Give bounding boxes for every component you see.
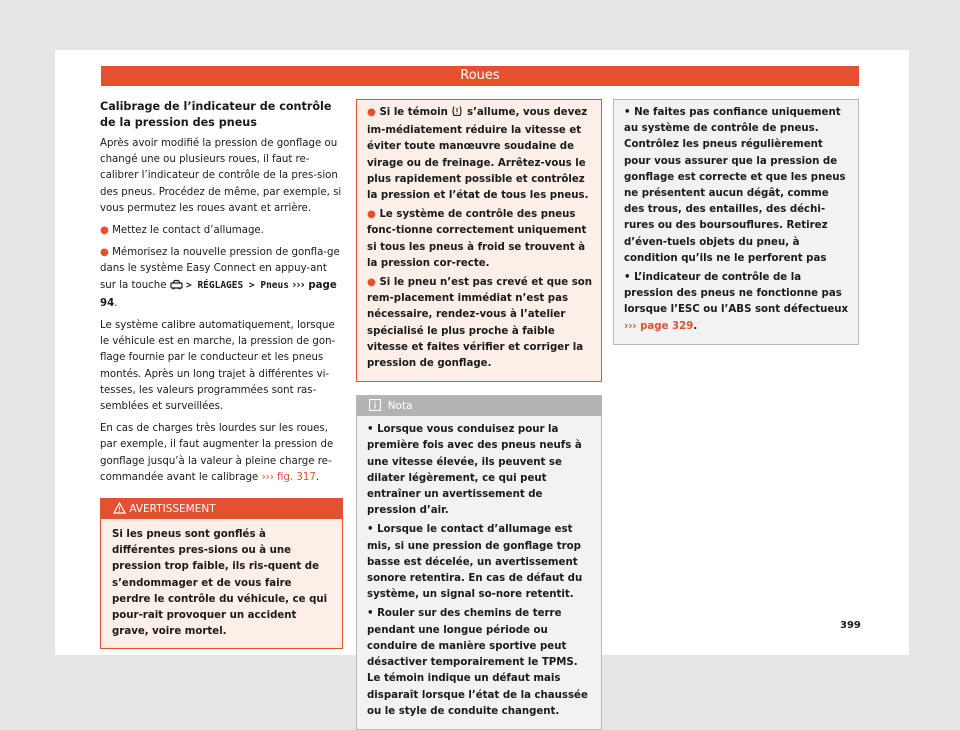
warning-item: ● Le système de contrôle des pneus fonc-tionne correctement uniquement si tous les pneus à froid se trouvent à la pression cor-recte. — [367, 209, 587, 269]
column-left — [100, 99, 343, 649]
bullet-icon: ● — [367, 277, 376, 289]
calibration-paragraph: Le système calibre automatiquement, lorsque le véhicule est en marche, la pression de gon-flage fournie par le conducteur et les pneus montés. Après un long trajet à différentes vi-tesses, les valeurs programmées sont ras-semblées et surveillées. — [100, 320, 336, 413]
section-title: Calibrage de l’indicateur de contrôle de la pression des pneus — [100, 100, 332, 129]
figure-ref-link[interactable]: ››› fig. 317 — [261, 471, 316, 483]
warning-header: AVERTISSEMENT — [101, 499, 342, 519]
note-item: • Lorsque le contact d’allumage est mis, si une pression de gonflage trop basse est décelée, un avertissement sonore retentira. En cas de défaut du système, un signal so-nore retentit. — [367, 524, 583, 601]
warning-triangle-icon — [113, 502, 126, 518]
column-middle — [356, 99, 602, 730]
car-menu-icon — [170, 279, 183, 296]
intro-paragraph: Après avoir modifié la pression de gonflage ou changé une ou plusieurs roues, il faut re-calibrer l’indicateur de contrôle de la pres-sion des pneus. Procédez de même, par exemple, si vous permutez les roues avant et arrière. — [100, 138, 342, 214]
note-item: • Lorsque vous conduisez pour la première fois avec des pneus neufs à une vitesse élevée, ils peuvent se dilater légèrement, ce qui peut entraîner un avertissement de pression d’air. — [367, 424, 582, 517]
page-ref-link[interactable]: ››› page 94 — [100, 279, 337, 309]
warning-item: ● Si le témoin s’allume, vous devez im-médiatement réduire la vitesse et éviter toute manœuvre soudaine de virage ou de freinage. Arrêtez-vous le plus rapidement possible et contrôlez la pression et l’état de tous les pneus. — [367, 107, 589, 202]
info-icon — [369, 398, 381, 418]
bullet-icon: ● — [367, 209, 376, 221]
note-item: • Rouler sur des chemins de terre pendant une longue période ou conduire de manière sportive peut désactiver temporairement le TPMS. Le témoin indique un défaut mais disparaît lorsque l’état de la chaussée ou le style de conduite changent. — [367, 608, 588, 717]
note-item: • L’indicateur de contrôle de la pression des pneus ne fonctionne pas lorsque l’ESC ou l’ABS sont défectueux ››› page 329. — [624, 272, 849, 332]
chapter-header: Roues — [101, 66, 859, 86]
bullet-icon: ● — [100, 225, 109, 237]
bullet-icon: ● — [367, 107, 376, 118]
menu-path: > RÉGLAGES > Pneus — [186, 279, 289, 291]
column-right — [613, 99, 859, 345]
step-2: ● Mémorisez la nouvelle pression de gonfla-ge dans le système Easy Connect en appuy-ant sur la touche > RÉGLAGES > Pneus ››› page 94. — [100, 247, 340, 309]
warning-item: ● Si le pneu n’est pas crevé et que son rem-placement immédiat n’est pas nécessaire, rendez-vous à l’atelier spécialisé le plus proche à faible vitesse et faites vérifier et corriger la pression de gonflage. — [367, 277, 593, 370]
note-body — [357, 416, 601, 729]
note-header: Nota — [357, 396, 601, 416]
warning-box — [100, 498, 343, 649]
note-continued-box — [613, 99, 859, 345]
step-1: ● Mettez le contact d’allumage. — [100, 225, 264, 237]
tire-pressure-warning-icon — [451, 105, 463, 123]
warning-continued-box — [356, 99, 602, 382]
note-item: • Ne faites pas confiance uniquement au système de contrôle de pneus. Contrôlez les pneus régulièrement pour vous assurer que la pression de gonflage est correcte et que les pneus ne présentent aucun dégât, comme des trous, des entailles, des déchi-rures ou des boursouflures. Retirez d’éven-tuels objets du pneu, à condition qu’ils ne le perforent pas — [624, 107, 846, 264]
page-number: 399 — [840, 620, 861, 631]
note-box — [356, 395, 602, 730]
bullet-icon: ● — [100, 247, 109, 259]
heavy-load-paragraph: En cas de charges très lourdes sur les roues, par exemple, il faut augmenter la pression de gonflage jusqu’à la valeur à pleine charge re-commandée avant le calibrage ››› fig. 317. — [100, 423, 334, 483]
page-ref-link[interactable]: ››› page 329 — [624, 320, 694, 332]
warning-text: Si les pneus sont gonflés à différentes pres-sions ou à une pression trop faible, ils ris-quent de s’endommager et de vous faire perdre le contrôle du véhicule, ce qui pour-rait provoquer un accident grave, voire mortel. — [112, 529, 328, 638]
